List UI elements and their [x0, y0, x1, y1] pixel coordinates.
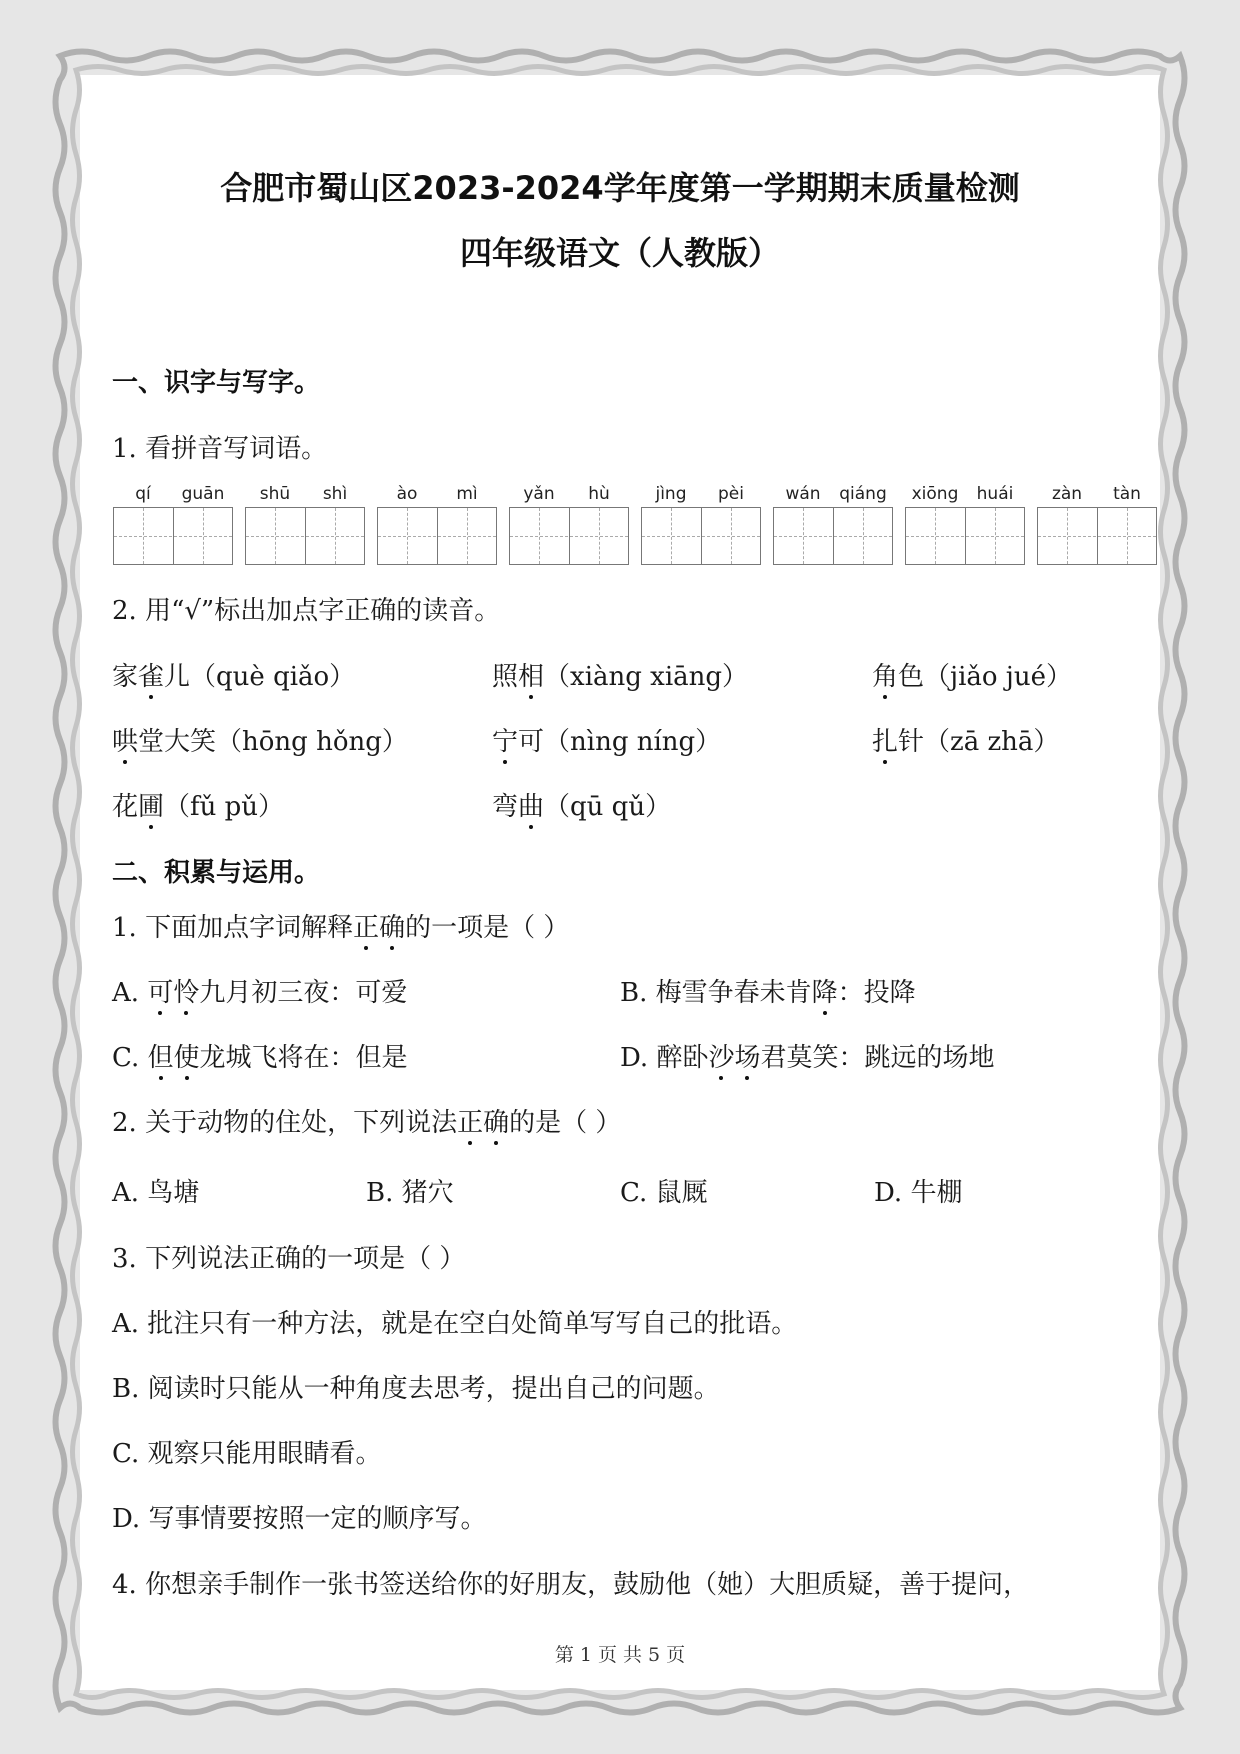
- reading-item: 角色（jiǎo jué）: [872, 656, 1072, 693]
- pinyin-label: qí: [135, 484, 151, 504]
- question-2-2-post: 的是（ ）: [509, 1108, 622, 1138]
- dotted-char: 圃: [138, 786, 164, 823]
- reading-item: 花圃（fǔ pǔ）: [112, 786, 284, 823]
- question-2-2-dotted: [457, 1108, 509, 1138]
- writing-box[interactable]: [509, 507, 629, 565]
- option-item: D. 写事情要按照一定的顺序写。: [112, 1504, 487, 1534]
- dotted-char: 确: [379, 907, 405, 944]
- writing-box[interactable]: [641, 507, 761, 565]
- dotted-char: 降: [812, 972, 838, 1009]
- exam-title: 合肥市蜀山区2023-2024学年度第一学期期末质量检测: [220, 169, 1020, 207]
- dotted-char: 曲: [518, 786, 544, 823]
- section-1-heading: 一、识字与写字。: [112, 368, 321, 398]
- writing-box[interactable]: [773, 507, 893, 565]
- question-2-2-pre: 2. 关于动物的住处，下列说法: [112, 1108, 458, 1138]
- question-1-2: 2. 用“√”标出加点字正确的读音。: [112, 596, 501, 626]
- dotted-char: 正: [353, 907, 379, 944]
- question-2-3: 3. 下列说法正确的一项是（ ）: [112, 1244, 466, 1274]
- option-item: C. 鼠厩: [620, 1178, 708, 1208]
- pinyin-label: ào: [396, 484, 418, 504]
- exam-subtitle: 四年级语文（人教版）: [459, 234, 780, 272]
- pinyin-label: shū: [259, 484, 291, 504]
- writing-box[interactable]: [905, 507, 1025, 565]
- pinyin-label: zàn: [1051, 484, 1083, 504]
- reading-item: 哄堂大笑（hōng hǒng）: [112, 721, 408, 758]
- dotted-char: 宁: [492, 721, 518, 758]
- dotted-char: 相: [518, 656, 544, 693]
- question-2-4: 4. 你想亲手制作一张书签送给你的好朋友，鼓励他（她）大胆质疑，善于提问，: [112, 1570, 1030, 1600]
- writing-box[interactable]: [113, 507, 233, 565]
- pinyin-label: mì: [456, 484, 478, 504]
- reading-item: 照相（xiàng xiāng）: [492, 656, 748, 693]
- dotted-char: 使: [174, 1037, 200, 1074]
- pinyin-label: shì: [322, 484, 348, 504]
- pinyin-label: hù: [588, 484, 610, 504]
- dotted-char: 哄: [112, 721, 138, 758]
- dotted-char: 怜: [173, 972, 199, 1009]
- dotted-char: 角: [872, 656, 898, 693]
- reading-item: 宁可（nìng níng）: [492, 721, 721, 758]
- dotted-char: 场: [734, 1037, 760, 1074]
- dotted-char: 沙: [708, 1037, 734, 1074]
- option-item: B. 梅雪争春未肯降：投降: [620, 972, 916, 1009]
- writing-box[interactable]: [1037, 507, 1157, 565]
- writing-box[interactable]: [245, 507, 365, 565]
- pinyin-label: wán: [785, 484, 821, 504]
- pinyin-label: xiōng: [911, 484, 959, 504]
- reading-item: 扎针（zā zhā）: [872, 721, 1059, 758]
- option-item: C. 但使龙城飞将在：但是: [112, 1037, 408, 1074]
- pinyin-label: tàn: [1113, 484, 1141, 504]
- option-item: A. 可怜九月初三夜：可爱: [112, 972, 407, 1009]
- pinyin-label: qiáng: [839, 484, 887, 504]
- dotted-char: 正: [457, 1102, 483, 1139]
- pinyin-label: pèi: [718, 484, 744, 504]
- option-item: D. 牛棚: [874, 1178, 963, 1208]
- option-item: D. 醉卧沙场君莫笑：跳远的场地: [620, 1037, 995, 1074]
- pinyin-label: huái: [976, 484, 1014, 504]
- dotted-char: 扎: [872, 721, 898, 758]
- option-item: B. 阅读时只能从一种角度去思考，提出自己的问题。: [112, 1374, 720, 1404]
- option-item: C. 观察只能用眼睛看。: [112, 1439, 382, 1469]
- question-2-1-dotted: [353, 913, 405, 943]
- question-2-2: [112, 1102, 621, 1139]
- writing-box[interactable]: [377, 507, 497, 565]
- reading-item: 弯曲（qū qǔ）: [492, 786, 671, 823]
- dotted-char: 雀: [138, 656, 164, 693]
- question-2-1-post: 的一项是（ ）: [405, 913, 570, 943]
- question-2-1-pre: 1. 下面加点字词解释: [112, 913, 354, 943]
- dotted-char: 但: [148, 1037, 174, 1074]
- pinyin-label: yǎn: [523, 484, 555, 504]
- question-2-1: [112, 907, 569, 944]
- dotted-char: 确: [483, 1102, 509, 1139]
- pinyin-label: jìng: [655, 484, 687, 504]
- option-item: A. 鸟塘: [112, 1178, 200, 1208]
- reading-item: 家雀儿（què qiǎo）: [112, 656, 355, 693]
- option-item: B. 猪穴: [366, 1178, 454, 1208]
- pinyin-label: guān: [181, 484, 225, 504]
- page-footer: 第 1 页 共 5 页: [554, 1644, 686, 1666]
- dotted-char: 可: [147, 972, 173, 1009]
- section-2-heading: 二、积累与运用。: [112, 858, 321, 888]
- question-1-1: 1. 看拼音写词语。: [112, 434, 328, 464]
- option-item: A. 批注只有一种方法，就是在空白处简单写写自己的批语。: [112, 1309, 798, 1339]
